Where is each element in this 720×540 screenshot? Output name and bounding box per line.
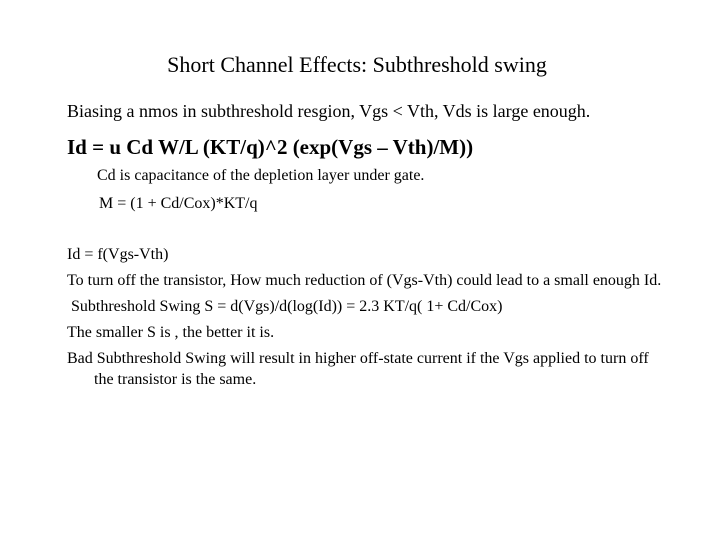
paragraph-turn-off: To turn off the transistor, How much reduction of (Vgs-Vth) could lead to a small enough Id.	[67, 272, 662, 289]
formula-note-m: M = (1 + Cd/Cox)*KT/q	[99, 195, 258, 212]
paragraph-bad-swing: Bad Subthreshold Swing will result in higher off-state current if the Vgs applied to turn off the transistor is the same.	[67, 350, 649, 388]
current-formula: Id = u Cd W/L (KT/q)^2 (exp(Vgs – Vth)/M))	[67, 135, 474, 159]
paragraph-id-function: Id = f(Vgs-Vth)	[67, 246, 169, 263]
body-text	[67, 244, 667, 395]
slide-title: Short Channel Effects: Subthreshold swing	[167, 52, 547, 77]
paragraph-smaller-better: The smaller S is , the better it is.	[67, 324, 275, 341]
paragraph-swing-definition: Subthreshold Swing S = d(Vgs)/d(log(Id)) = 2.3 KT/q( 1+ Cd/Cox)	[71, 298, 503, 315]
formula-note-cd: Cd is capacitance of the depletion layer under gate.	[97, 167, 425, 184]
intro-text: Biasing a nmos in subthreshold resgion, Vgs < Vth, Vds is large enough.	[67, 101, 591, 121]
